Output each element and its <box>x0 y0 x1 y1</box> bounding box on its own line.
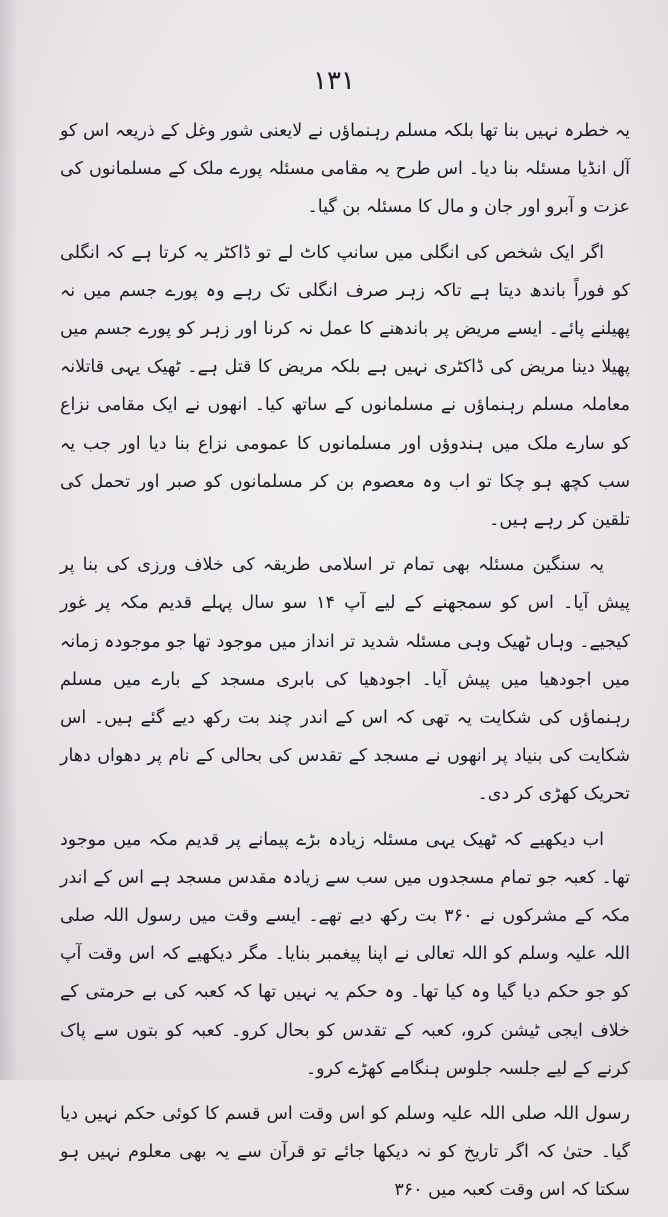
paragraph-2: اگر ایک شخص کی انگلی میں سانپ کاٹ لے تو ڈاکٹر یہ کرتا ہے کہ انگلی کو فوراً باندھ دیتا ہے تاکہ زہر صرف انگلی تک رہے وہ پورے جسم میں نہ پھیلنے پائے۔ ایسے مریض پر باندھنے کا عمل نہ کرنا اور زہر کو پورے جسم میں پھیلا دینا مریض کی ڈاکٹری نہیں ہے بلکہ مریض کا قتل ہے۔ ٹھیک یہی قاتلانہ معاملہ مسلم رہنماؤں نے مسلمانوں کے ساتھ کیا۔ انھوں نے ایک مقامی نزاع کو سارے ملک میں ہندوؤں اور مسلمانوں کا عمومی نزاع بنا دیا اور جب یہ سب کچھ ہو چکا تو اب وہ معصوم بن کر مسلمانوں کو صبر اور تحمل کی تلقین کر رہے ہیں۔ <box>60 242 630 531</box>
paragraph-4: اب دیکھیے کہ ٹھیک یہی مسئلہ زیادہ بڑے پیمانے پر قدیم مکہ میں موجود تھا۔ کعبہ جو تمام مسجدوں میں سب سے زیادہ مقدس مسجد ہے اس کے اندر مکہ کے مشرکوں نے ۳۶۰ بت رکھ دیے تھے۔ ایسے وقت میں رسول اللہ صلی اللہ علیہ وسلم کو اللہ تعالی نے اپنا پیغمبر بنایا۔ مگر دیکھیے کہ اس وقت آپ کو جو حکم دیا گیا وہ کیا تھا۔ وہ حکم یہ نہیں تھا کہ کعبہ کی بے حرمتی کے خلاف ایجی ٹیشن کرو، کعبہ کے تقدس کو بحال کرو۔ کعبہ کو بتوں سے پاک کرنے کے لیے جلسہ جلوس ہنگامے کھڑے کرو۔ <box>60 829 630 1079</box>
page-number: ۱۳۱ <box>313 66 355 96</box>
body-text <box>60 112 630 1217</box>
paragraph-3: یہ سنگین مسئلہ بھی تمام تر اسلامی طریقہ کی خلاف ورزی کی بنا پر پیش آیا۔ اس کو سمجھنے کے لیے آپ ۱۴ سو سال پہلے قدیم مکہ پر غور کیجیے۔ وہاں ٹھیک وہی مسئلہ شدید تر انداز میں موجود تھا جو موجودہ زمانہ میں اجودھیا میں پیش آیا۔ اجودھیا کی بابری مسجد کے بارے میں مسلم رہنماؤں کی شکایت یہ تھی کہ اس کے اندر چند بت رکھ دیے گئے ہیں۔ اس شکایت کی بنیاد پر انھوں نے مسجد کے تقدس کی بحالی کے نام پر دھواں دھار تحریک کھڑی کر دی۔ <box>60 555 630 805</box>
paragraph-1: یہ خطرہ نہیں بنا تھا بلکہ مسلم رہنماؤں نے لایعنی شور وغل کے ذریعہ اس کو آل انڈیا مسئلہ بنا دیا۔ اس طرح یہ مقامی مسئلہ پورے ملک کے مسلمانوں کی عزت و آبرو اور جان و مال کا مسئلہ بن گیا۔ <box>60 121 630 218</box>
page-spine-shadow <box>0 0 18 1080</box>
paragraph-5: رسول اللہ صلی اللہ علیہ وسلم کو اس وقت اس قسم کا کوئی حکم نہیں دیا گیا۔ حتیٰ کہ اگر تاریخ کو نہ دیکھا جائے تو قرآن سے یہ بھی معلوم نہیں ہو سکتا کہ اس وقت کعبہ میں ۳۶۰ <box>60 1104 630 1201</box>
